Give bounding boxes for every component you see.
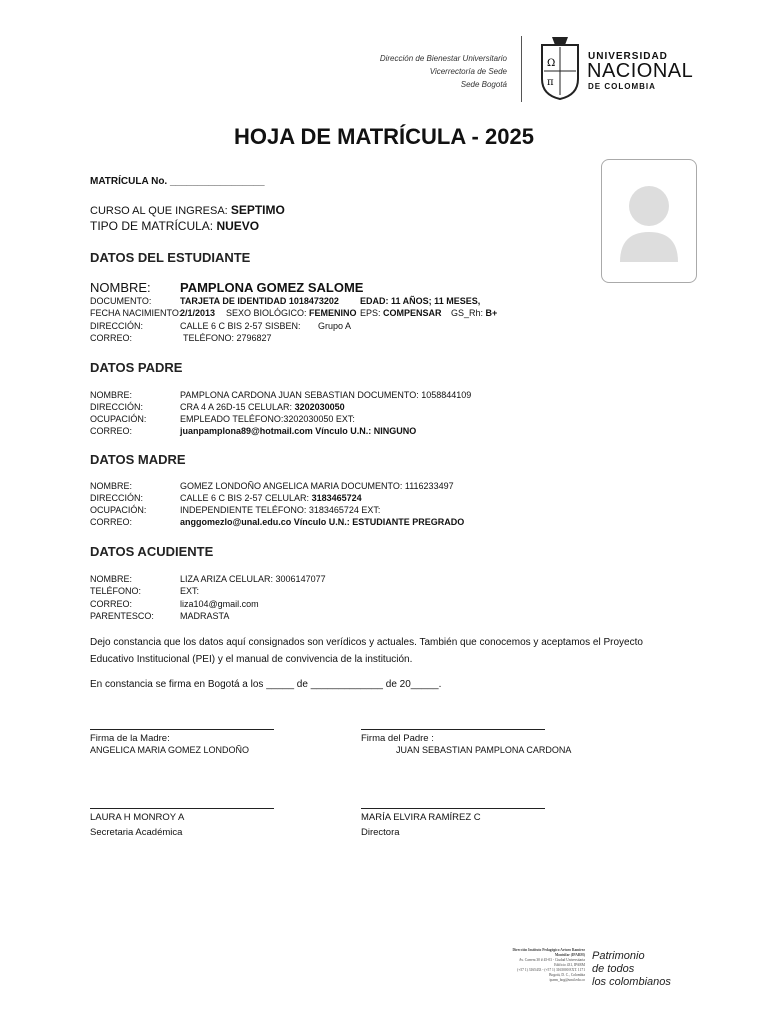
logo-line2: NACIONAL xyxy=(587,60,694,82)
padre-signature-name: JUAN SEBASTIAN PAMPLONA CARDONA xyxy=(396,745,572,755)
signature-line-madre xyxy=(90,729,274,730)
heading-acudiente: DATOS ACUDIENTE xyxy=(90,544,214,559)
value-text: PAMPLONA CARDONA JUAN SEBASTIAN DOCUMENTO: 1058844109 xyxy=(180,390,472,400)
secretaria-name: LAURA H MONROY A xyxy=(90,812,185,823)
value-bold: anggomezlo@unal.edu.co Vínculo U.N.: ESTUDIANTE PREGRADO xyxy=(180,517,465,527)
secretaria-title: Secretaria Académica xyxy=(90,827,183,838)
label: OCUPACIÓN: xyxy=(90,505,147,515)
value xyxy=(180,599,259,609)
tipo-label: TIPO DE MATRÍCULA: xyxy=(90,219,214,233)
label: NOMBRE: xyxy=(90,390,133,400)
value-bold: 3183465724 xyxy=(311,493,362,503)
student-birthdate: 2/1/2013 xyxy=(180,308,216,318)
value xyxy=(180,505,380,515)
value-text: CRA 4 A 26D-15 CELULAR: xyxy=(180,402,295,412)
student-sisben: Grupo A xyxy=(318,321,352,331)
slogan-line: Patrimonio xyxy=(592,950,645,962)
value xyxy=(180,574,326,584)
curso-value: SEPTIMO xyxy=(230,203,285,217)
student-rh: B+ xyxy=(485,308,498,318)
footer-address xyxy=(470,948,585,983)
value xyxy=(180,390,471,400)
footer-line: (+57 1) 3165433 - (+57 1) 3165000 EXT. 1171 xyxy=(517,968,585,972)
footer-line: Dirección Instituto Pedagógico Arturo Ramírez xyxy=(512,948,585,952)
value xyxy=(180,402,345,412)
value-text: liza104@gmail.com xyxy=(180,599,259,609)
value xyxy=(180,611,229,621)
value-text: INDEPENDIENTE TELÉFONO: 3183465724 EXT: xyxy=(180,505,381,515)
label: CORREO: xyxy=(90,333,133,343)
signature-line-directora xyxy=(361,808,545,809)
label: EPS: xyxy=(360,308,381,318)
user-avatar-icon xyxy=(602,160,696,282)
header-line: Vicerrectoría de Sede xyxy=(429,67,507,76)
declaration xyxy=(90,634,643,668)
slogan-line: los colombianos xyxy=(592,976,671,988)
declaration-line: Educativo Institucional (PEI) y el manual de convivencia de la institución. xyxy=(90,654,413,665)
header-text xyxy=(330,52,507,91)
value-bold: juanpamplona89@hotmail.com Vínculo U.N.: NINGUNO xyxy=(180,426,417,436)
student-address: CALLE 6 C BIS 2-57 SISBEN: xyxy=(180,321,301,331)
student-age: EDAD: 11 AÑOS; 11 MESES, xyxy=(360,296,481,306)
heading-madre: DATOS MADRE xyxy=(90,452,186,467)
label: SEXO BIOLÓGICO: xyxy=(226,308,307,318)
university-shield-icon xyxy=(537,35,583,101)
value xyxy=(180,493,362,503)
header-divider xyxy=(521,36,522,102)
value-text: LIZA ARIZA CELULAR: 3006147077 xyxy=(180,574,326,584)
student-name-label: NOMBRE: xyxy=(90,280,151,295)
value xyxy=(180,517,464,527)
value-text: CALLE 6 C BIS 2-57 CELULAR: xyxy=(180,493,312,503)
label: NOMBRE: xyxy=(90,481,133,491)
student-sex: FEMENINO xyxy=(309,308,357,318)
label: DIRECCIÓN: xyxy=(90,402,144,412)
header-line: Dirección de Bienestar Universitario xyxy=(379,54,507,63)
label: FECHA NACIMIENTO: xyxy=(90,308,182,318)
label: CORREO: xyxy=(90,426,133,436)
label: GS_Rh: xyxy=(451,308,484,318)
value-text: EMPLEADO TELÉFONO:3202030050 EXT: xyxy=(180,414,355,424)
value xyxy=(180,414,355,424)
label: NOMBRE: xyxy=(90,574,133,584)
declaration-line: Dejo constancia que los datos aquí consignados son verídicos y actuales. También que conocemos y aceptamos el Proyecto xyxy=(90,637,643,648)
svg-text:π: π xyxy=(547,77,554,88)
label: CORREO: xyxy=(90,517,133,527)
curso-label: CURSO AL QUE INGRESA: xyxy=(90,205,228,217)
value-text: GOMEZ LONDOÑO ANGELICA MARIA DOCUMENTO: 1116233497 xyxy=(180,481,454,491)
footer-line: Bogotá, D. C., Colombia xyxy=(549,973,585,977)
value xyxy=(180,481,454,491)
heading-padre: DATOS PADRE xyxy=(90,360,183,375)
student-eps: COMPENSAR xyxy=(383,308,442,318)
heading-estudiante: DATOS DEL ESTUDIANTE xyxy=(90,250,251,265)
value xyxy=(180,586,199,596)
student-phone: TELÉFONO: 2796827 xyxy=(183,333,272,343)
footer-line: Av. Carrera 30 # 45-03 - Ciudad Universitaria xyxy=(519,958,585,962)
value xyxy=(180,426,416,436)
footer-slogan xyxy=(592,950,671,989)
signature-line-padre xyxy=(361,729,545,730)
signature-line-secretaria xyxy=(90,808,274,809)
svg-text:Ω: Ω xyxy=(547,58,556,69)
value-text: EXT: xyxy=(180,586,200,596)
photo-placeholder xyxy=(601,159,697,283)
tipo-row xyxy=(90,219,259,233)
footer-line: Edificio 431, IPARM xyxy=(554,963,585,967)
logo-line3: DE COLOMBIA xyxy=(588,82,656,91)
signing-statement: En constancia se firma en Bogotá a los _____ de _____________ de 20_____. xyxy=(90,679,442,690)
slogan-line: de todos xyxy=(592,963,635,975)
footer-line: Montúfar (IPARM) xyxy=(554,953,585,957)
directora-title: Directora xyxy=(361,827,400,838)
label: OCUPACIÓN: xyxy=(90,414,147,424)
directora-name: MARÍA ELVIRA RAMÍREZ C xyxy=(361,812,481,823)
tipo-value: NUEVO xyxy=(216,219,260,233)
label: TELÉFONO: xyxy=(90,586,142,596)
label: CORREO: xyxy=(90,599,133,609)
label: DIRECCIÓN: xyxy=(90,321,144,331)
curso-row xyxy=(90,203,285,217)
label: PARENTESCO: xyxy=(90,611,154,621)
student-name: PAMPLONA GOMEZ SALOME xyxy=(180,280,364,295)
value-text: MADRASTA xyxy=(180,611,230,621)
footer-line: iparm_bog@unal.edu.co xyxy=(549,978,585,982)
page-title: HOJA DE MATRÍCULA - 2025 xyxy=(234,124,534,149)
matricula-number: MATRÍCULA No. _________________ xyxy=(90,176,265,187)
madre-signature-name: ANGELICA MARIA GOMEZ LONDOÑO xyxy=(90,745,250,755)
label: DIRECCIÓN: xyxy=(90,493,144,503)
padre-signature-label: Firma del Padre : xyxy=(361,733,434,744)
header-line: Sede Bogotá xyxy=(460,80,507,89)
label: DOCUMENTO: xyxy=(90,296,152,306)
student-document: TARJETA DE IDENTIDAD 1018473202 xyxy=(180,296,339,306)
value-bold: 3202030050 xyxy=(294,402,345,412)
logo-line1: UNIVERSIDAD xyxy=(588,51,668,62)
madre-signature-label: Firma de la Madre: xyxy=(90,733,170,744)
